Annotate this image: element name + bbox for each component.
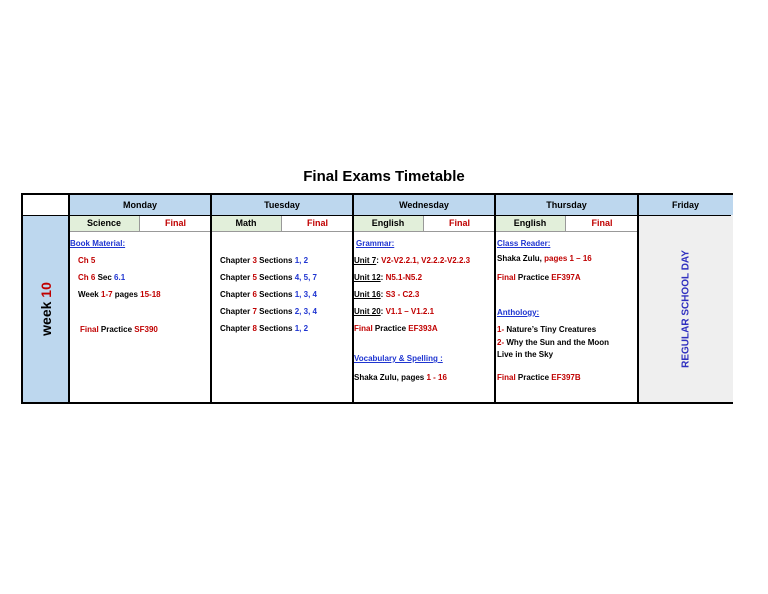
friday-cell <box>638 215 733 402</box>
subject-tuesday: Math <box>211 215 282 232</box>
thursday-practice-line: Final Practice EF397A <box>497 273 581 282</box>
day-header-thursday: Thursday <box>495 195 638 215</box>
exam-type-thursday: Final <box>566 215 638 232</box>
exam-type-monday: Final <box>140 215 211 232</box>
monday-ch5: Ch 5 <box>78 256 96 265</box>
wednesday-unit-line: Unit 20: V1.1 – V1.2.1 <box>354 307 435 316</box>
monday-heading: Book Material: <box>70 239 126 248</box>
vocab-heading: Vocabulary & Spelling : <box>354 354 443 363</box>
anthology-item: 2- Why the Sun and the Moon <box>497 338 610 347</box>
class-reader-heading: Class Reader: <box>497 239 551 248</box>
tuesday-row: Chapter 6 Sections 1, 3, 4 <box>220 290 317 299</box>
wednesday-unit-line: Unit 7: V2-V2.2.1, V2.2.2-V2.2.3 <box>354 256 471 265</box>
subject-wednesday: English <box>353 215 424 232</box>
day-header-monday: Monday <box>69 195 211 215</box>
tuesday-row: Chapter 8 Sections 1, 2 <box>220 324 309 333</box>
monday-ch6-line: Ch 6 Sec 6.1 <box>78 273 126 282</box>
grammar-heading: Grammar: <box>356 239 395 248</box>
wednesday-unit-line: Unit 12: N5.1-N5.2 <box>354 273 423 282</box>
day-header-wednesday: Wednesday <box>353 195 495 215</box>
tuesday-row: Chapter 7 Sections 2, 3, 4 <box>220 307 317 316</box>
monday-week-line: Week 1-7 pages 15-18 <box>78 290 161 299</box>
timetable <box>21 193 733 404</box>
page-title: Final Exams Timetable <box>303 168 465 185</box>
subject-thursday: English <box>495 215 566 232</box>
tuesday-row: Chapter 3 Sections 1, 2 <box>220 256 309 265</box>
day-header-tuesday: Tuesday <box>211 195 353 215</box>
thursday-practice-line-2: Final Practice EF397B <box>497 373 581 382</box>
friday-label: REGULAR SCHOOL DAY <box>680 249 691 368</box>
tuesday-row: Chapter 5 Sections 4, 5, 7 <box>220 273 317 282</box>
vocab-line: Shaka Zulu, pages 1 - 16 <box>354 373 447 382</box>
exam-type-tuesday: Final <box>282 215 353 232</box>
divider <box>23 215 731 216</box>
anthology-item-continued: Live in the Sky <box>497 350 554 359</box>
monday-practice-line: Final Practice SF390 <box>80 325 158 334</box>
corner-cell <box>23 195 68 215</box>
divider <box>637 195 639 402</box>
divider <box>210 195 212 402</box>
week-cell <box>23 215 68 402</box>
subject-monday: Science <box>69 215 140 232</box>
reader-line: Shaka Zulu, pages 1 – 16 <box>497 254 592 263</box>
anthology-heading: Anthology: <box>497 308 540 317</box>
divider <box>494 195 496 402</box>
day-header-friday: Friday <box>638 195 733 215</box>
exam-type-wednesday: Final <box>424 215 495 232</box>
divider <box>68 195 70 402</box>
anthology-item: 1- Nature’s Tiny Creatures <box>497 325 597 334</box>
wednesday-practice-line: Final Practice EF393A <box>354 324 438 333</box>
week-label: week 10 <box>37 281 54 336</box>
wednesday-unit-line: Unit 16: S3 - C2.3 <box>354 290 420 299</box>
